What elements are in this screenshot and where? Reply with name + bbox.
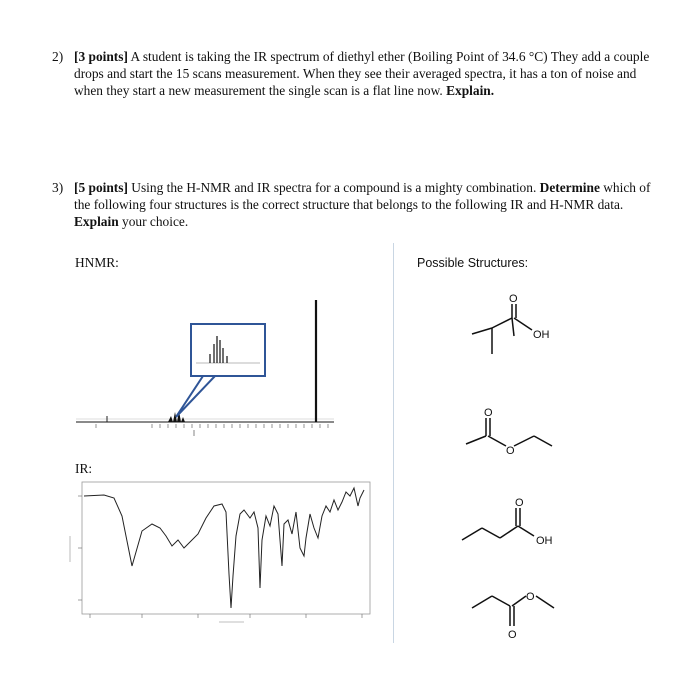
question-3-number: 3): [52, 180, 64, 195]
question-3-points: [5 points]: [74, 180, 128, 195]
structure-1-oxygen: O: [509, 293, 518, 305]
question-2-number: 2): [52, 49, 64, 64]
structure-4: [470, 584, 590, 654]
question-3: [52, 179, 652, 230]
question-2-text: A student is taking the IR spectrum of diethyl ether (Boiling Point of 34.6 °C) They add a couple drops and start the 15 scans measurement. When they see their averaged spectra, it has a ton of noise and when they start a new measurement the single scan is a flat line now.: [74, 49, 650, 98]
structure-3: [458, 494, 588, 554]
structure-2-ester-oxygen: O: [506, 445, 515, 457]
question-3-body: [74, 179, 652, 230]
structure-3-oxygen: O: [515, 497, 524, 509]
column-divider: [393, 243, 394, 643]
structures-label: Possible Structures:: [417, 256, 529, 270]
structure-1-hydroxyl: OH: [533, 329, 550, 341]
question-2-points: [3 points]: [74, 49, 128, 64]
question-3-text-2: which of the following four structures is the correct structure that belongs to the following IR and H-NMR data.: [74, 180, 651, 212]
structure-4-carbonyl-oxygen: O: [508, 629, 517, 641]
question-3-text-3: your choice.: [118, 214, 189, 229]
hnmr-spectrum: [72, 298, 342, 448]
structure-2: [460, 400, 580, 470]
structure-4-ester-oxygen: O: [526, 591, 535, 603]
question-2-body: [74, 48, 652, 99]
hnmr-label: HNMR:: [75, 255, 119, 270]
question-3-emphasis-1: Determine: [539, 180, 600, 195]
question-3-text-1: Using the H-NMR and IR spectra for a compound is a mighty combination.: [127, 180, 540, 195]
question-2: [52, 48, 652, 99]
ir-label: IR:: [75, 461, 93, 476]
question-2-emphasis: Explain.: [446, 83, 495, 98]
question-3-emphasis-2: Explain: [74, 214, 119, 229]
structure-1: [470, 288, 590, 368]
structure-3-hydroxyl: OH: [536, 535, 553, 547]
structure-2-carbonyl-oxygen: O: [484, 407, 493, 419]
ir-spectrum: [74, 476, 374, 626]
